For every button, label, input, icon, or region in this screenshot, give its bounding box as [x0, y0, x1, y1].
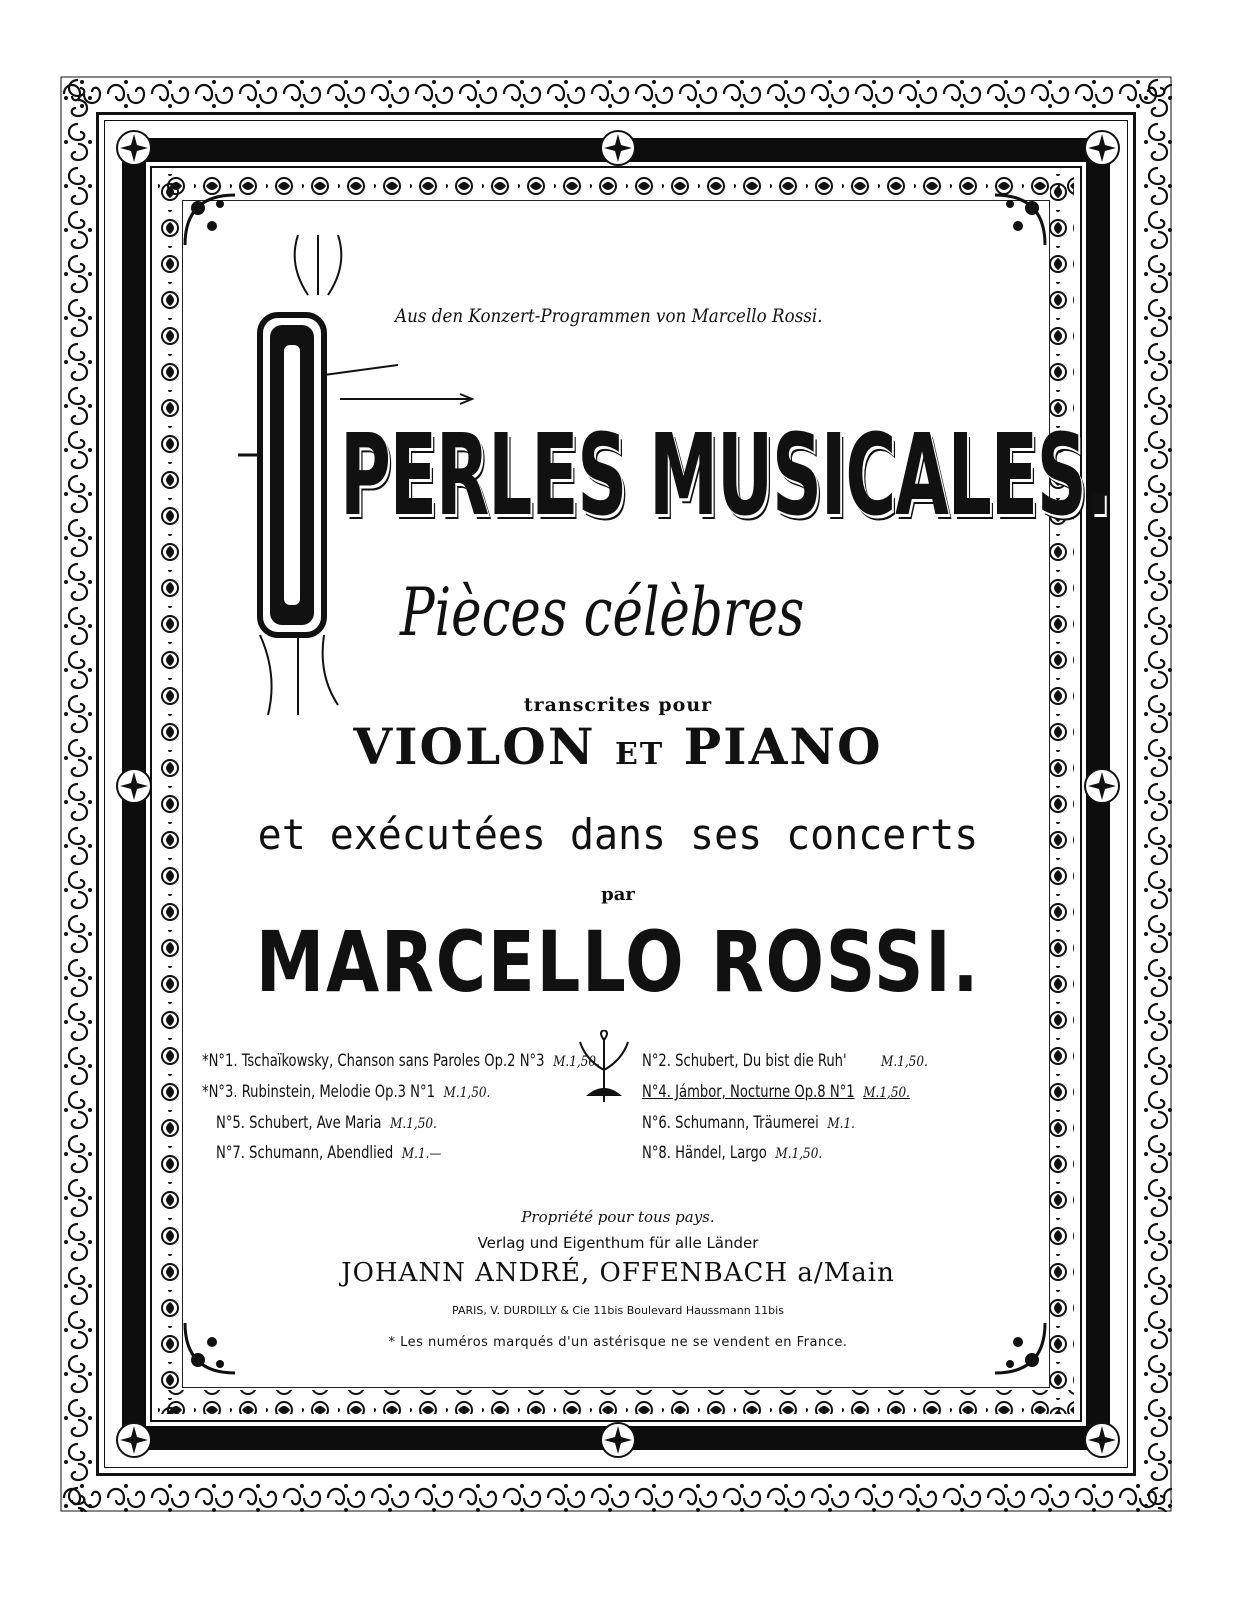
piece-entry — [216, 1113, 437, 1133]
piece-price: M.1,50. — [863, 1085, 911, 1101]
rosette-ornament — [598, 128, 638, 168]
rosette-ornament — [598, 1420, 638, 1460]
rosette-ornament — [1082, 128, 1122, 168]
piece-title: N°2. Schubert, Du bist die Ruh' — [642, 1051, 847, 1071]
piece-title: N°8. Händel, Largo — [642, 1143, 767, 1163]
piece-entry — [642, 1051, 928, 1071]
rosette-ornament — [114, 1420, 154, 1460]
instrument-et: ET — [614, 737, 665, 772]
piece-title: N°7. Schumann, Abendlied — [216, 1143, 394, 1163]
verlag-line: Verlag und Eigenthum für alle Länder — [477, 1234, 759, 1252]
concert-program-line: Aus den Konzert-Programmen von Marcello Rossi. — [395, 305, 823, 327]
rosette-ornament — [1082, 1420, 1122, 1460]
main-title: PERLES MUSICALES. — [340, 411, 1111, 541]
piece-price: M.1,50. — [881, 1054, 928, 1070]
instrument-piano: PIANO — [683, 717, 883, 776]
piece-title: N°5. Schubert, Ave Maria — [216, 1113, 382, 1133]
piece-price: M.1,50. — [443, 1085, 491, 1101]
transcrites-line: transcrites pour — [523, 694, 713, 716]
piece-entry — [642, 1082, 910, 1102]
piece-entry — [202, 1051, 600, 1071]
propriete-line: Propriété pour tous pays. — [521, 1208, 715, 1226]
executees-line: et exécutées dans ses concerts — [257, 810, 979, 859]
par-line: par — [601, 884, 635, 905]
piece-price: M.1,50. — [390, 1116, 437, 1132]
piece-title: N°4. Jámbor, Nocturne Op.8 N°1 — [642, 1082, 855, 1102]
publisher-name: JOHANN ANDRÉ, OFFENBACH a/Main — [341, 1258, 895, 1288]
piece-price: M.1,50. — [775, 1146, 823, 1162]
instruments-line — [0, 717, 1236, 776]
rosette-ornament — [1082, 766, 1122, 806]
rosette-ornament — [114, 766, 154, 806]
piece-entry — [202, 1082, 490, 1102]
corner-flower-ornament — [990, 190, 1050, 250]
instrument-violon: VIOLON — [353, 717, 596, 776]
paris-agent-line: PARIS, V. DURDILLY & Cie 11bis Boulevard Haussmann 11bis — [452, 1304, 784, 1317]
piece-price: M.1. — [827, 1116, 855, 1132]
piece-entry — [216, 1143, 441, 1163]
asterisk-footnote: * Les numéros marqués d'un astérisque ne se vendent en France. — [388, 1335, 848, 1350]
piece-entry — [642, 1143, 822, 1163]
corner-flower-ornament — [180, 190, 240, 250]
composer-name: MARCELLO ROSSI. — [255, 913, 981, 1011]
piece-title: *N°1. Tschaïkowsky, Chanson sans Paroles Op.2 N°3 — [202, 1051, 545, 1071]
rosette-ornament — [114, 128, 154, 168]
piece-title: N°6. Schumann, Träumerei — [642, 1113, 819, 1133]
piece-price: M.1,50. — [553, 1054, 600, 1070]
piece-entry — [642, 1113, 855, 1133]
subtitle-pieces-celebres: Pièces célèbres — [400, 574, 805, 651]
piece-price: M.1.— — [401, 1146, 442, 1162]
title-flourish-arrow — [340, 392, 480, 406]
piece-title: *N°3. Rubinstein, Melodie Op.3 N°1 — [202, 1082, 435, 1102]
